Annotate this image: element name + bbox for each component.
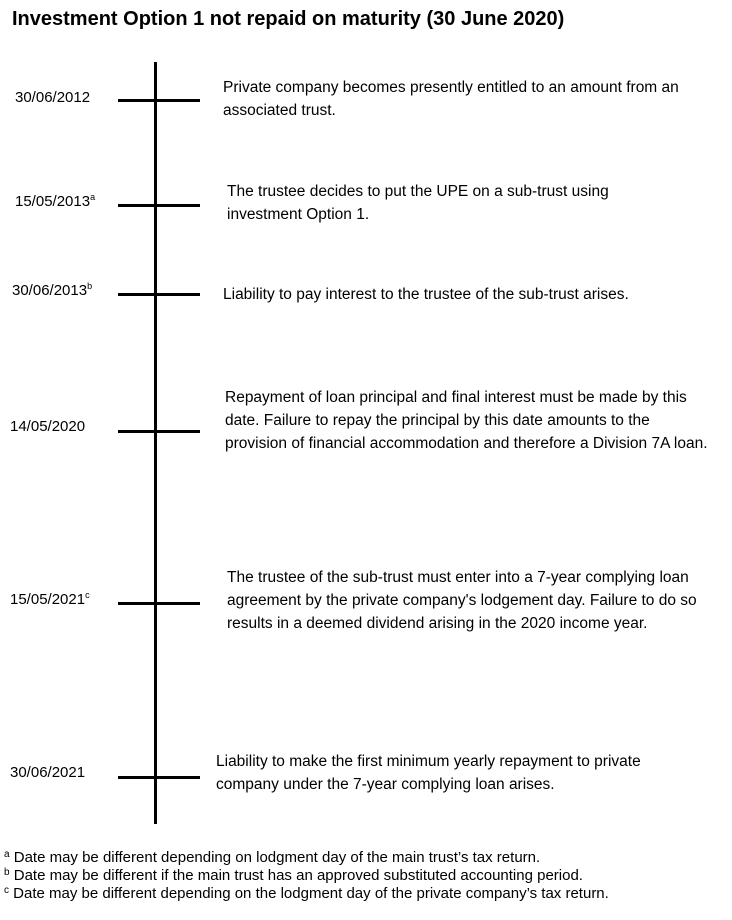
event-description: The trustee decides to put the UPE on a sub-trust using investment Option 1. — [227, 183, 609, 223]
event-date: 30/06/2021 — [10, 764, 86, 781]
timeline-axis — [154, 62, 157, 824]
footnote: $^c$ Date may be different depending on the lodgment day of the private company’s tax return. — [4, 885, 609, 902]
event-date: 30/06/2013$^b$ — [12, 281, 93, 299]
event-date: 15/05/2021$^c$ — [10, 590, 90, 608]
event-description: Repayment of loan principal and final interest must be made by this date. Failure to repay the principal by this date amounts to the provision of financial accommodation and therefore a Division 7A loan. — [225, 389, 708, 452]
timeline-tick — [118, 776, 200, 779]
timeline-tick — [118, 99, 200, 102]
event-description: The trustee of the sub-trust must enter into a 7-year complying loan agreement by the private company's lodgement day. Failure to do so results in a deemed dividend arising in the 2020 income year. — [227, 569, 697, 632]
footnote: $^b$ Date may be different if the main trust has an approved substituted accounting period. — [4, 867, 583, 884]
footnote-marker: a — [90, 192, 96, 202]
timeline-tick — [118, 204, 200, 207]
footnote-marker: c — [85, 590, 90, 600]
event-description: Private company becomes presently entitled to an amount from an associated trust. — [223, 79, 679, 119]
diagram-title: Investment Option 1 not repaid on maturity (30 June 2020) — [12, 8, 565, 30]
footnote-marker: b — [87, 281, 93, 291]
timeline-tick — [118, 293, 200, 296]
footnote: $^a$ Date may be different depending on lodgment day of the main trust’s tax return. — [4, 849, 541, 866]
event-description: Liability to make the first minimum yearly repayment to private company under the 7-year complying loan arises. — [216, 753, 641, 793]
timeline-tick — [118, 602, 200, 605]
event-date: 15/05/2013$^a$ — [15, 192, 96, 210]
event-date: 30/06/2012 — [15, 89, 91, 106]
event-date: 14/05/2020 — [10, 418, 86, 435]
event-description: Liability to pay interest to the trustee of the sub-trust arises. — [223, 286, 629, 303]
timeline-tick — [118, 430, 200, 433]
